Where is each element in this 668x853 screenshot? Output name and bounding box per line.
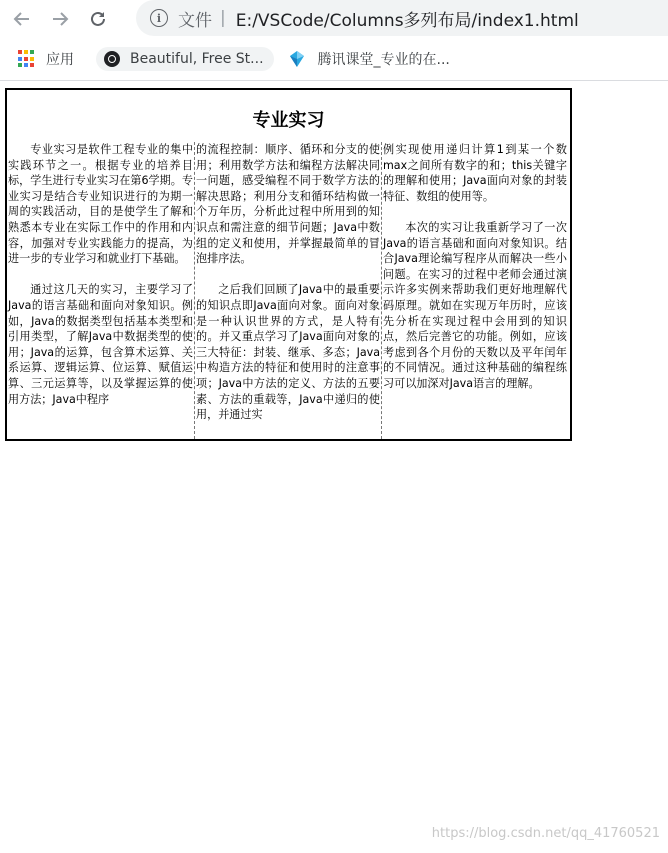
bookmark-label: 应用 (46, 52, 74, 68)
bookmark-label: Beautiful, Free St... (130, 51, 264, 67)
multi-column-content (7, 142, 570, 439)
paragraph: 通过这几天的实习，主要学习了Java的语言基础和面向对象知识。例如，Java的数据类型包括基本类型和引用类型，了解Java中数据类型的使用；Java的运算，包含算术运算、关系运算、逻辑运算、位运算、赋值运算、三元运算等，以及掌握运算的使用方法；Java中程序 (8, 283, 193, 406)
paragraph: 专业实习是软件工程专业的集中实践环节之一。根据专业的培养目标，学生进行专业实习在第6学期。专业实习是结合专业知识进行的为期一周的实践活动，目的是使学生了解和熟悉本专业在实际工作中的作用和内容，加强对专业实践能力的提高，为进一步的专业学习和就业打下基础。 (8, 143, 193, 266)
info-icon[interactable]: i (150, 9, 168, 27)
bookmarks-bar (0, 42, 668, 76)
url-text[interactable]: E:/VSCode/Columns多列布局/index1.html (235, 10, 579, 31)
watermark: https://blog.csdn.net/qq_41760521 (431, 826, 660, 841)
paragraph: 本次的实习让我重新学习了一次Java的语言基础和面向对象知识。结合Java理论编写程序从而解决一些小问题。在实习的过程中老师会通过演示许多实例来帮助我们更好地理解代码原理。就如在实现万年历时，应该先分析在实现过程中会用到的知识点，然后完善它的功能。例如，应该考虑到各个月份的天数以及平年闰年的不同情况。通过这种基础的编程练习可以加深对Java语言的理解。 (383, 220, 567, 390)
bookmark-beautiful[interactable] (96, 47, 274, 71)
column-2 (194, 142, 381, 439)
browser-toolbar (0, 0, 668, 38)
bookmark-apps[interactable] (18, 49, 74, 69)
article-box (5, 88, 572, 441)
paragraph: 之后我们回顾了Java中的最重要的知识点即Java面向对象。面向对象是一种认识世界的方式，是人特有的。并又重点学习了Java面向对象的三大特征：封装、继承、多态；Java中构造方法的特征和使用时的注意事项；Java中方法的定义、方法的五要素、方法的重载等，Java中递归的使用，并通过实 (196, 283, 380, 422)
bookmark-label: 腾讯课堂_专业的在... (317, 52, 450, 68)
record-icon (104, 51, 120, 67)
paragraph: 例实现使用递归计算1到某一个数max之间所有数字的和；this关键字的理解和使用；Java面向对象的封装特征、数组的使用等。 (383, 143, 567, 203)
scheme-label: 文件 (178, 10, 212, 31)
bookmark-tencent[interactable] (288, 49, 450, 69)
apps-grid-icon (18, 50, 36, 68)
reload-icon[interactable] (86, 7, 110, 31)
arrow-left-icon[interactable] (10, 7, 34, 31)
page-title: 专业实习 (252, 110, 325, 131)
paragraph: 的流程控制：顺序、循环和分支的使用；利用数学方法和编程方法解决同一问题，感受编程不同于数学方法的解决思路；利用分支和循环结构做一个万年历，分析此过程中所用到的知识点和需注意的细节问题；Java中数组的定义和使用，并掌握最简单的冒泡排序法。 (196, 143, 380, 266)
column-3 (381, 142, 568, 439)
address-separator: | (220, 8, 226, 28)
tencent-classroom-icon (288, 50, 306, 68)
column-1 (7, 142, 194, 439)
toolbar-divider (0, 80, 668, 81)
address-bar[interactable] (136, 0, 668, 36)
arrow-right-icon[interactable] (48, 7, 72, 31)
